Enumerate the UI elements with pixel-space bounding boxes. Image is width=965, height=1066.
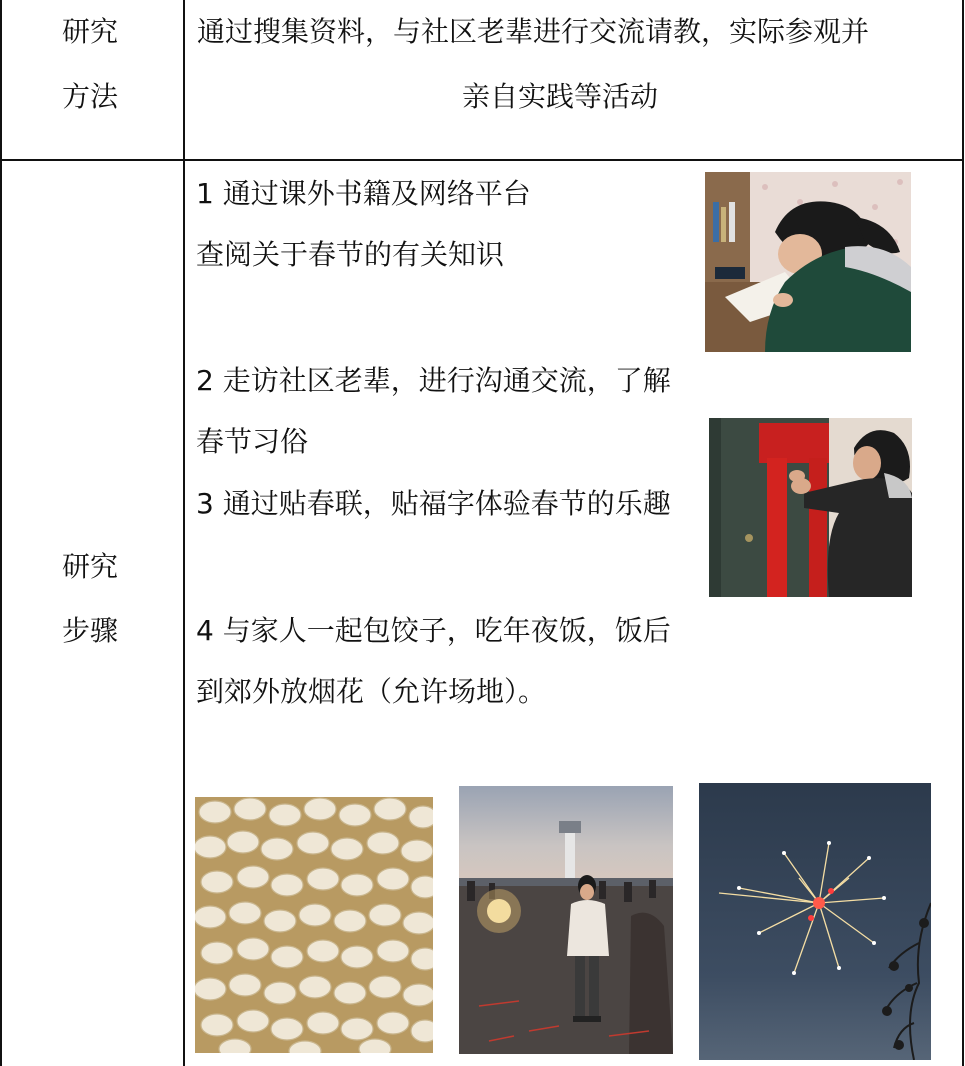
step2-line2: 春节习俗 [196,425,309,458]
method-label-line2: 方法 [62,80,119,113]
step2-line1: 2 走访社区老辈，进行沟通交流，了解 [196,364,671,397]
step3-line1: 3 通过贴春联，贴福字体验春节的乐趣 [196,487,671,520]
method-label-line1: 研究 [62,15,119,48]
steps-label-line1: 研究 [62,550,119,583]
sparkler-photo [459,786,673,1054]
step4-line1: 4 与家人一起包饺子，吃年夜饭，饭后 [196,614,671,647]
reading-photo [705,172,911,352]
dumplings-photo [195,797,433,1053]
table-row-divider [0,159,964,161]
step1-line2: 查阅关于春节的有关知识 [196,238,505,271]
step4-line2: 到郊外放烟花（允许场地）。 [196,675,547,708]
steps-label-line2: 步骤 [62,614,119,647]
method-content-line1: 通过搜集资料，与社区老辈进行交流请教，实际参观并 [197,15,870,48]
fireworks-photo [699,783,931,1060]
step1-line1: 1 通过课外书籍及网络平台 [196,177,531,210]
method-content-line2: 亲自实践等活动 [462,80,659,113]
couplet-photo [709,418,912,597]
